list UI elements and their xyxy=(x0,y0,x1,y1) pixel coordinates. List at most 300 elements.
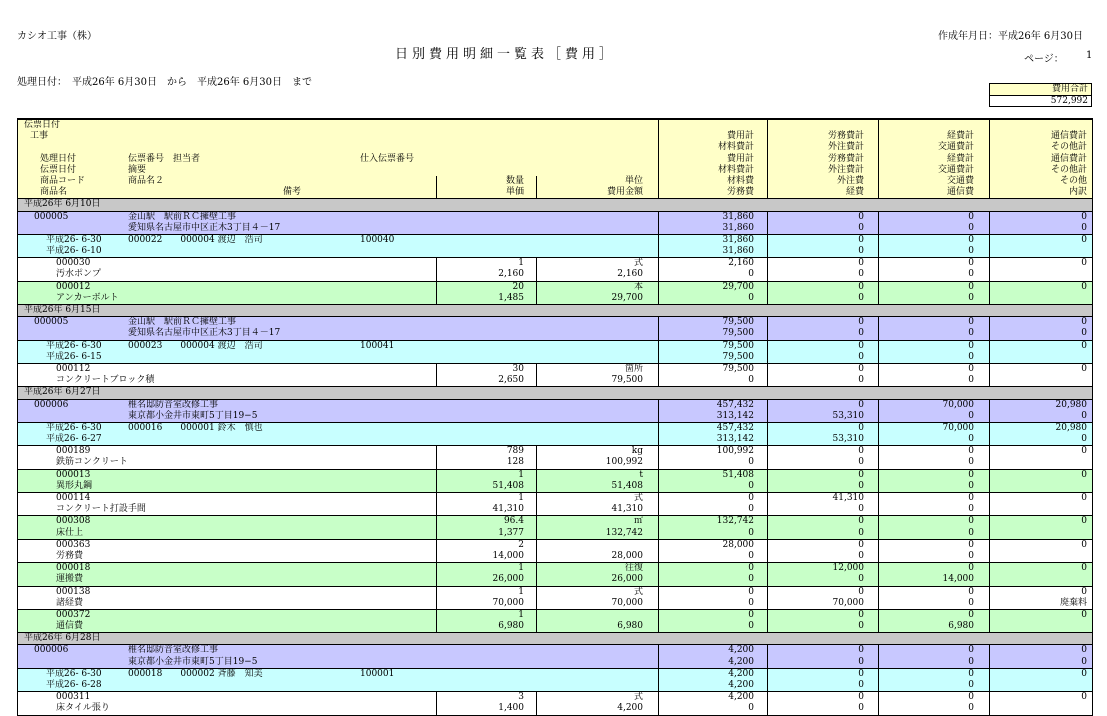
column-divider xyxy=(658,165,659,176)
column-divider xyxy=(989,411,990,422)
item-text: 異形丸鋼 xyxy=(56,480,93,491)
column-divider xyxy=(536,563,537,574)
column-divider xyxy=(658,598,659,609)
column-divider xyxy=(989,364,990,375)
amount-cell: 0 xyxy=(858,340,864,351)
amount-cell: 0 xyxy=(968,234,974,245)
column-divider xyxy=(989,574,990,585)
header-cell: 材料費計 xyxy=(717,142,754,153)
item-text: 000189 xyxy=(56,446,91,457)
amount-cell: 29,700 xyxy=(722,281,754,292)
column-divider xyxy=(767,680,768,691)
column-divider xyxy=(436,375,437,386)
amount-cell: 0 xyxy=(968,645,974,656)
column-divider xyxy=(436,457,437,468)
column-divider xyxy=(658,657,659,668)
column-divider xyxy=(436,587,437,598)
column-divider xyxy=(878,317,879,328)
header-cell: 伝票日付 xyxy=(24,120,61,130)
item-text: 運搬費 xyxy=(56,574,84,585)
amount-cell: 0 xyxy=(748,493,754,503)
column-divider xyxy=(536,470,537,481)
column-divider xyxy=(536,176,537,187)
amount-cell: 12,000 xyxy=(832,563,864,574)
item-row xyxy=(18,691,1092,703)
amount-cell: 0 xyxy=(748,504,754,515)
project-row xyxy=(18,399,1092,411)
column-divider xyxy=(878,528,879,539)
unit-cell: 2,160 xyxy=(617,269,643,280)
column-divider xyxy=(767,540,768,551)
amount-cell: 70,000 xyxy=(832,597,864,608)
amount-cell: 0 xyxy=(968,493,974,503)
column-divider xyxy=(989,645,990,656)
column-divider xyxy=(767,120,768,131)
quantity-cell: 41,310 xyxy=(492,504,524,515)
project-row xyxy=(18,657,1092,668)
date-group-row xyxy=(18,198,1092,210)
column-divider xyxy=(436,692,437,703)
column-divider xyxy=(989,269,990,280)
column-divider xyxy=(989,375,990,386)
column-divider xyxy=(767,154,768,165)
item-row xyxy=(18,574,1092,585)
column-divider xyxy=(658,317,659,328)
column-divider xyxy=(767,493,768,504)
column-divider xyxy=(989,187,990,198)
slip-date: 平成26- 6-30 xyxy=(46,340,102,351)
amount-cell: 0 xyxy=(1081,586,1087,597)
amount-cell: 0 xyxy=(968,586,974,597)
unit-cell: 26,000 xyxy=(611,574,643,585)
column-divider xyxy=(658,142,659,153)
period-label: 処理日付： 平成26年 6月30日 から 平成26年 6月30日 まで xyxy=(17,77,312,88)
item-text: 000112 xyxy=(56,363,91,374)
column-divider xyxy=(878,669,879,680)
project-row xyxy=(18,316,1092,328)
item-row xyxy=(18,598,1092,609)
column-divider xyxy=(536,187,537,198)
amount-cell: 31,860 xyxy=(722,211,754,222)
item-text: 000114 xyxy=(56,493,91,503)
column-divider xyxy=(878,364,879,375)
date-label: 平成26年 6月28日 xyxy=(24,633,101,644)
quantity-cell: 1 xyxy=(518,469,524,480)
header-cell: 費用計 xyxy=(726,153,754,164)
header-cell: 仕入伝票番号 xyxy=(360,153,415,164)
column-divider xyxy=(658,587,659,598)
column-divider xyxy=(878,120,879,131)
item-text: 諸経費 xyxy=(56,597,84,608)
amount-cell: 0 xyxy=(858,550,864,561)
header-cell: 経費計 xyxy=(946,131,974,142)
unit-cell: 式 xyxy=(633,692,643,703)
amount-cell: 0 xyxy=(968,363,974,374)
amount-cell: 0 xyxy=(748,563,754,574)
slip-date: 平成26- 6-30 xyxy=(46,234,102,245)
item-row xyxy=(18,293,1092,304)
column-divider xyxy=(767,551,768,562)
column-divider xyxy=(989,423,990,434)
column-divider xyxy=(878,423,879,434)
column-divider xyxy=(658,246,659,257)
amount-cell: 0 xyxy=(858,328,864,339)
column-divider xyxy=(767,563,768,574)
amount-cell: 51,408 xyxy=(722,469,754,480)
amount-cell: 0 xyxy=(968,668,974,679)
column-divider xyxy=(989,282,990,293)
column-divider xyxy=(436,493,437,504)
item-text: 000363 xyxy=(56,539,91,550)
quantity-cell: 3 xyxy=(518,692,524,703)
amount-cell: 0 xyxy=(1081,446,1087,457)
project-row xyxy=(18,644,1092,656)
amount-cell: 0 xyxy=(858,234,864,245)
column-divider xyxy=(436,703,437,714)
header-cell: 通信費 xyxy=(946,187,974,198)
amount-cell: 0 xyxy=(748,574,754,585)
column-divider xyxy=(989,258,990,269)
amount-cell: 0 xyxy=(968,246,974,257)
column-divider xyxy=(989,703,990,714)
column-divider xyxy=(878,703,879,714)
header-cell: 商品名 xyxy=(40,187,68,198)
amount-cell: 0 xyxy=(968,609,974,620)
item-text: 鉄筋コンクリート xyxy=(56,457,128,468)
amount-cell: 0 xyxy=(968,563,974,574)
column-divider xyxy=(767,446,768,457)
purchase-slip-no: 100040 xyxy=(360,234,395,245)
column-divider xyxy=(658,645,659,656)
column-divider xyxy=(989,528,990,539)
total-box xyxy=(989,83,1092,107)
column-divider xyxy=(658,516,659,527)
column-divider xyxy=(878,400,879,411)
column-divider xyxy=(658,235,659,246)
amount-cell: 0 xyxy=(968,480,974,491)
item-text: 労務費 xyxy=(56,550,84,561)
amount-cell: 0 xyxy=(968,375,974,386)
column-divider xyxy=(767,587,768,598)
column-divider xyxy=(536,375,537,386)
amount-cell: 0 xyxy=(858,317,864,328)
date-label: 平成26年 6月15日 xyxy=(24,305,101,315)
column-divider xyxy=(878,328,879,339)
column-divider xyxy=(989,235,990,246)
column-divider xyxy=(436,282,437,293)
amount-cell: 0 xyxy=(748,550,754,561)
column-divider xyxy=(767,212,768,223)
column-divider xyxy=(767,657,768,668)
item-text: 汚水ポンプ xyxy=(56,269,102,280)
column-divider xyxy=(989,551,990,562)
item-text: コンクリート打設手間 xyxy=(56,504,146,515)
page-number: 1 xyxy=(1086,50,1093,61)
unit-cell: 4,200 xyxy=(617,703,643,714)
column-divider xyxy=(767,457,768,468)
column-divider xyxy=(658,446,659,457)
column-divider xyxy=(536,293,537,304)
column-divider xyxy=(767,269,768,280)
report-title: 日別費用明細一覧表［費用］ xyxy=(395,47,617,62)
amount-cell: 0 xyxy=(1081,539,1087,550)
column-divider xyxy=(767,341,768,352)
quantity-cell: 128 xyxy=(506,457,524,468)
project-name: 000016 000001 鈴木 慎也 xyxy=(128,422,263,433)
header-cell: 経費計 xyxy=(946,153,974,164)
column-divider xyxy=(658,282,659,293)
amount-cell: 0 xyxy=(968,328,974,339)
column-divider xyxy=(658,364,659,375)
column-divider xyxy=(878,258,879,269)
amount-cell: 0 xyxy=(968,680,974,690)
item-text: 000138 xyxy=(56,586,91,597)
column-divider xyxy=(658,457,659,468)
column-divider xyxy=(878,493,879,504)
slip-row xyxy=(18,680,1092,691)
item-row xyxy=(18,281,1092,293)
column-divider xyxy=(658,269,659,280)
unit-cell: 箇所 xyxy=(624,363,643,374)
amount-cell: 0 xyxy=(748,609,754,620)
column-divider xyxy=(767,528,768,539)
column-divider xyxy=(658,493,659,504)
amount-cell: 0 xyxy=(858,574,864,585)
project-code: 000006 xyxy=(34,645,69,656)
header-cell: その他 xyxy=(1059,175,1087,186)
amount-cell: 0 xyxy=(1081,340,1087,351)
unit-cell: 70,000 xyxy=(611,597,643,608)
column-divider xyxy=(878,212,879,223)
amount-cell: 4,200 xyxy=(728,692,754,703)
column-divider xyxy=(436,293,437,304)
total-label: 費用合計 xyxy=(990,84,1091,96)
column-divider xyxy=(767,504,768,515)
column-divider xyxy=(536,540,537,551)
column-divider xyxy=(436,621,437,632)
amount-cell: 0 xyxy=(1081,645,1087,656)
column-divider xyxy=(989,165,990,176)
column-divider xyxy=(658,293,659,304)
column-divider xyxy=(536,364,537,375)
column-divider xyxy=(767,142,768,153)
column-divider xyxy=(989,352,990,363)
amount-cell: 2,160 xyxy=(728,258,754,269)
column-divider xyxy=(878,540,879,551)
column-divider xyxy=(989,120,990,131)
column-divider xyxy=(878,563,879,574)
header-cell: 労務費計 xyxy=(827,131,864,142)
unit-cell: 本 xyxy=(633,281,643,292)
column-divider xyxy=(658,574,659,585)
project-name: 金山駅 駅前ＲＣ擁壁工事 xyxy=(128,317,237,328)
amount-cell: 0 xyxy=(968,340,974,351)
amount-cell: 0 xyxy=(968,527,974,538)
column-divider xyxy=(878,187,879,198)
column-divider xyxy=(767,703,768,714)
amount-cell: 0 xyxy=(858,668,864,679)
amount-cell: 0 xyxy=(968,351,974,362)
date-group-row xyxy=(18,632,1092,644)
slip-date: 平成26- 6-27 xyxy=(46,434,102,445)
amount-cell: 0 xyxy=(858,292,864,303)
column-divider xyxy=(767,165,768,176)
unit-cell: 79,500 xyxy=(611,375,643,386)
unit-cell: kg xyxy=(631,446,643,457)
header-cell: 外注費計 xyxy=(827,164,864,175)
date-group-row xyxy=(18,386,1092,398)
column-divider xyxy=(536,516,537,527)
amount-cell: 0 xyxy=(1081,516,1087,527)
column-divider xyxy=(658,481,659,492)
project-code: 000005 xyxy=(34,211,69,222)
slip-row xyxy=(18,668,1092,680)
column-divider xyxy=(989,470,990,481)
project-name: 000023 000004 渡辺 浩司 xyxy=(128,340,263,351)
project-name: 金山駅 駅前ＲＣ擁壁工事 xyxy=(128,211,237,222)
quantity-cell: 51,408 xyxy=(492,480,524,491)
header-row xyxy=(18,131,1092,142)
column-divider xyxy=(658,187,659,198)
project-name: 000022 000004 渡辺 浩司 xyxy=(128,234,263,245)
project-name: 愛知県名古屋市中区正木3丁目４－17 xyxy=(128,328,281,339)
column-divider xyxy=(989,223,990,234)
column-divider xyxy=(436,574,437,585)
amount-cell: 70,000 xyxy=(942,422,974,433)
slip-row xyxy=(18,352,1092,363)
column-divider xyxy=(989,563,990,574)
column-divider xyxy=(536,703,537,714)
quantity-cell: 1,400 xyxy=(498,703,524,714)
amount-cell: 79,500 xyxy=(722,317,754,328)
column-divider xyxy=(878,411,879,422)
amount-cell: 0 xyxy=(1081,656,1087,667)
column-divider xyxy=(767,187,768,198)
header-cell: 単位 xyxy=(624,175,643,186)
column-divider xyxy=(536,504,537,515)
column-divider xyxy=(436,187,437,198)
column-divider xyxy=(989,587,990,598)
project-name: 椎名邸防音室改修工事 xyxy=(128,645,219,656)
quantity-cell: 2,650 xyxy=(498,375,524,386)
column-divider xyxy=(436,528,437,539)
column-divider xyxy=(658,411,659,422)
column-divider xyxy=(989,621,990,632)
column-divider xyxy=(989,446,990,457)
column-divider xyxy=(536,457,537,468)
column-divider xyxy=(878,587,879,598)
quantity-cell: 96.4 xyxy=(503,516,524,527)
column-divider xyxy=(536,269,537,280)
header-cell: 労務費 xyxy=(726,187,754,198)
column-divider xyxy=(767,328,768,339)
header-cell: 数量 xyxy=(505,175,524,186)
column-divider xyxy=(767,235,768,246)
amount-cell: 0 xyxy=(1081,609,1087,620)
unit-cell: 51,408 xyxy=(611,480,643,491)
item-row xyxy=(18,375,1092,386)
amount-cell: 0 xyxy=(1081,317,1087,328)
amount-cell: 313,142 xyxy=(716,434,754,445)
amount-cell: 0 xyxy=(968,550,974,561)
item-text: コンクリートブロック積 xyxy=(56,375,155,386)
amount-cell: 0 xyxy=(968,597,974,608)
column-divider xyxy=(436,481,437,492)
column-divider xyxy=(989,657,990,668)
column-divider xyxy=(767,610,768,621)
column-divider xyxy=(878,154,879,165)
item-row xyxy=(18,551,1092,562)
header-cell: 費用計 xyxy=(726,131,754,142)
amount-cell: 457,432 xyxy=(716,422,754,433)
item-row xyxy=(18,363,1092,375)
amount-cell: 0 xyxy=(1081,281,1087,292)
column-divider xyxy=(767,574,768,585)
column-divider xyxy=(658,610,659,621)
amount-cell: 0 xyxy=(858,422,864,433)
column-divider xyxy=(767,598,768,609)
project-name: 東京都小金井市東町5丁目19−5 xyxy=(128,656,258,667)
project-name: 愛知県名古屋市中区正木3丁目４－17 xyxy=(128,222,281,233)
amount-cell: 0 xyxy=(968,469,974,480)
column-divider xyxy=(536,528,537,539)
amount-cell: 20,980 xyxy=(1055,399,1087,410)
amount-cell: 41,310 xyxy=(832,493,864,503)
amount-cell: 4,200 xyxy=(728,656,754,667)
amount-cell: 0 xyxy=(858,539,864,550)
column-divider xyxy=(658,504,659,515)
header-cell: 交通費計 xyxy=(937,142,974,153)
total-value: 572,992 xyxy=(1050,96,1088,106)
header-cell: 商品コード xyxy=(40,175,86,186)
amount-cell: 53,310 xyxy=(832,410,864,421)
column-divider xyxy=(989,692,990,703)
quantity-cell: 1 xyxy=(518,563,524,574)
quantity-cell: 30 xyxy=(512,363,524,374)
column-divider xyxy=(767,411,768,422)
slip-row xyxy=(18,246,1092,257)
amount-cell: 79,500 xyxy=(722,340,754,351)
amount-cell: 0 xyxy=(858,645,864,656)
amount-cell: 6,980 xyxy=(948,621,974,632)
column-divider xyxy=(436,540,437,551)
column-divider xyxy=(436,551,437,562)
amount-cell: 457,432 xyxy=(716,399,754,410)
column-divider xyxy=(878,574,879,585)
column-divider xyxy=(436,516,437,527)
amount-cell: 53,310 xyxy=(832,434,864,445)
amount-cell: 0 xyxy=(968,258,974,269)
unit-cell: t xyxy=(639,469,643,480)
amount-cell: 0 xyxy=(748,597,754,608)
column-divider xyxy=(989,341,990,352)
header-cell: 材料費計 xyxy=(717,164,754,175)
item-row xyxy=(18,492,1092,504)
project-row xyxy=(18,411,1092,422)
amount-cell: 0 xyxy=(1081,410,1087,421)
column-divider xyxy=(989,317,990,328)
column-divider xyxy=(767,282,768,293)
amount-cell: 0 xyxy=(858,269,864,280)
header-cell: 費用金額 xyxy=(606,187,643,198)
amount-cell: 0 xyxy=(748,480,754,491)
column-divider xyxy=(878,246,879,257)
column-divider xyxy=(878,176,879,187)
unit-cell: 往復 xyxy=(624,563,643,574)
column-divider xyxy=(989,400,990,411)
amount-cell: 0 xyxy=(858,586,864,597)
header-cell: 交通費 xyxy=(946,175,974,186)
